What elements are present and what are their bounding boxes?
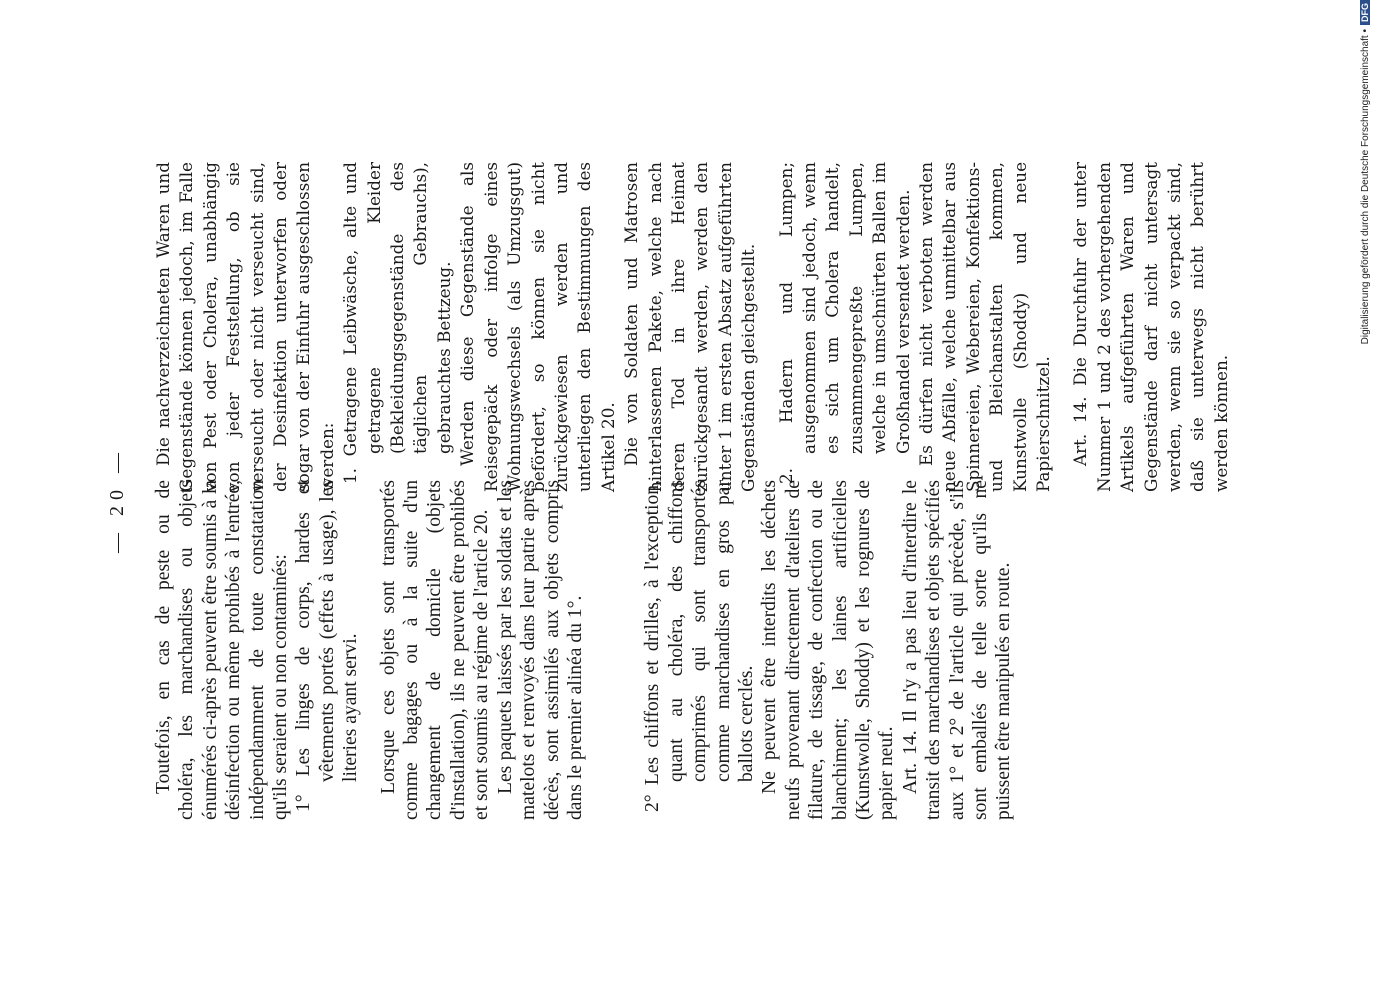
german-column (152, 162, 1233, 492)
french-paragraph-bagages: Lorsque ces objets sont transportés comme bagages ou à la suite d'un changement de domicile (objets d'installation), ils ne peuvent être prohibés et sont soumis au régime de l'article 20. (377, 480, 493, 820)
german-paragraph-soldaten: Die von Soldaten und Matrosen hinterlassenen Pakete, welche nach deren Tod in ihre Heimat zurückgesandt werden, werden den unter 1 im ersten Absatz aufgeführten Gegenständen gleichgestellt. (621, 162, 759, 492)
digitization-credit (1360, 0, 1371, 1000)
german-article-14: Art. 14. Die Durchfuhr der unter Nummer 1 und 2 des vorhergehenden Artikels aufgeführten Waren und Gegenstände darf nicht untersagt werden, wenn sie so verpackt sind, daß sie unterwegs nicht berührt werden können. (1070, 162, 1231, 492)
dfg-badge: DFG (1360, 0, 1370, 25)
french-paragraph-dechets: Ne peuvent être interdits les déchets neufs provenant directement d'ateliers de filature, de tissage, de confection ou de blanchiment; les laines artificielles (Kunstwolle, Shoddy) et les rognures de papier neuf. (759, 480, 898, 820)
german-paragraph-reise: Werden diese Gegenstände als Reisegepäck oder infolge eines Wohnungswechsels (als Umzugsgut) befördert, so können sie nicht zurückgewiesen werden und unterliegen den Bestimmungen des Artikel 20. (457, 162, 618, 492)
page-number: — 20 — (106, 447, 128, 553)
french-column (152, 480, 1016, 820)
french-paragraph-paquets: Les paquets laissés par les soldats et les matelots et renvoyés dans leur patrie après décès, sont assimilés aux objets compris dans le premier alinéa du 1°. (494, 480, 586, 820)
french-item-2: 2° Les chiffons et drilles, à l'exception, quant au choléra, des chiffons comprimés qui sont transportés comme marchandises en gros par ballots cerclés. (642, 480, 757, 812)
french-article-14: Art. 14. Il n'y a pas lieu d'interdire le transit des marchandises et objets spécifiés aux 1° et 2° de l'article qui précède, s'ils sont emballés de telle sorte qu'ils ne puissent être manipulés en route. (899, 480, 1015, 820)
german-intro: Die nachverzeichneten Waren und Gegenstände können jedoch, im Falle von Pest oder Cholera, unabhängig von jeder Feststellung, ob sie verseucht oder nicht verseucht sind, der Desinfektion unterworfen oder sogar von der Einfuhr ausgeschlossen werden: (153, 162, 337, 492)
french-intro: Toutefois, en cas de peste ou de choléra, les marchandises ou objets énumérés ci-après peuvent être soumis à la désinfection ou même prohibés à l'entrée, indépendamment de toute constatation qu'ils seraient ou non contaminés: (153, 480, 292, 820)
credit-text: Digitalisierung gefördert durch die Deutsche Forschungsgemeinschaft • (1360, 29, 1371, 345)
german-item-2: 2. Hadern und Lumpen; ausgenommen sind jedoch, wenn es sich um Cholera handelt, zusammengepreßte Lumpen, welche in umschnürten Ballen im Großhandel versendet werden. (775, 162, 913, 484)
french-item-1: 1° Les linges de corps, hardes et vêtements portés (effets à usage), les literies ayant servi. (293, 480, 362, 812)
german-item-1: 1. Getragene Leibwäsche, alte und getragene Kleider (Bekleidungsgegenstände des täglichen Gebrauchs), gebrauchtes Bettzeug. (340, 162, 454, 484)
german-paragraph-abfaelle: Es dürfen nicht verboten werden neue Abfälle, welche unmittelbar aus Spinnereien, Webereien, Konfektions- und Bleichanstalten kommen, Kunstwolle (Shoddy) und neue Papierschnitzel. (916, 162, 1054, 492)
